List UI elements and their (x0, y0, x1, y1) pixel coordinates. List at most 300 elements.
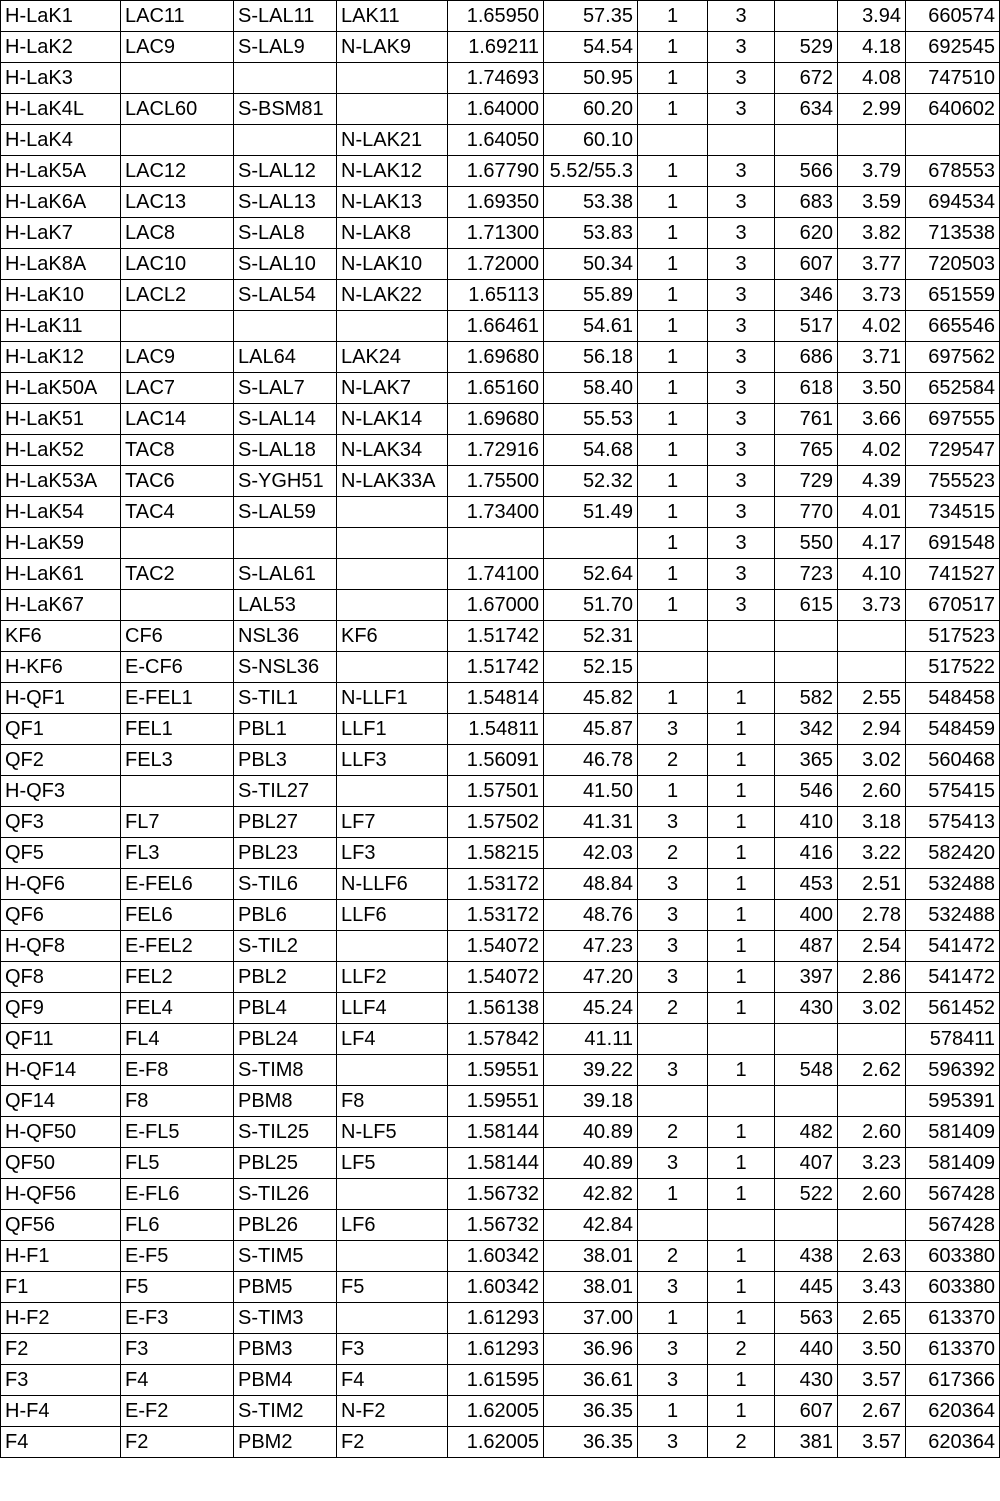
cell-ohara-grade: S-NSL36 (234, 652, 337, 683)
cell-glass-code: 665546 (906, 311, 1000, 342)
cell-transformation-temp: 683 (775, 187, 838, 218)
cell-climate-class: 1 (708, 900, 775, 931)
cell-cdgm-grade: QF1 (1, 714, 121, 745)
table-row (1, 683, 1000, 714)
cell-density: 3.50 (838, 373, 906, 404)
cell-schott-grade: N-LAK7 (337, 373, 448, 404)
cell-transformation-temp: 346 (775, 280, 838, 311)
cell-hoya-grade: FL5 (121, 1148, 234, 1179)
cell-density: 2.54 (838, 931, 906, 962)
table-row (1, 776, 1000, 807)
table-row (1, 249, 1000, 280)
cell-density: 3.66 (838, 404, 906, 435)
table-row (1, 1148, 1000, 1179)
cell-ohara-grade: S-LAL12 (234, 156, 337, 187)
cell-glass-code: 678553 (906, 156, 1000, 187)
cell-glass-code: 581409 (906, 1117, 1000, 1148)
cell-cdgm-grade: F3 (1, 1365, 121, 1396)
cell-schott-grade: LF4 (337, 1024, 448, 1055)
cell-refractive-index-nd: 1.54072 (448, 931, 544, 962)
cell-climate-class: 2 (708, 1427, 775, 1458)
cell-climate-class: 1 (708, 962, 775, 993)
cell-cdgm-grade: QF50 (1, 1148, 121, 1179)
cell-schott-grade: N-LAK14 (337, 404, 448, 435)
cell-transformation-temp: 615 (775, 590, 838, 621)
cell-transformation-temp: 672 (775, 63, 838, 94)
cell-hoya-grade: LAC12 (121, 156, 234, 187)
cell-transformation-temp: 407 (775, 1148, 838, 1179)
cell-glass-code: 694534 (906, 187, 1000, 218)
cell-hoya-grade (121, 125, 234, 156)
cell-refractive-index-nd: 1.56138 (448, 993, 544, 1024)
cell-ohara-grade: LAL53 (234, 590, 337, 621)
cell-abbe-number-vd: 47.20 (544, 962, 638, 993)
cell-transformation-temp: 430 (775, 1365, 838, 1396)
cell-cdgm-grade: H-LaK51 (1, 404, 121, 435)
cell-density: 3.82 (838, 218, 906, 249)
cell-schott-grade (337, 528, 448, 559)
cell-abbe-number-vd: 57.35 (544, 1, 638, 32)
cell-schott-grade: LLF1 (337, 714, 448, 745)
cell-refractive-index-nd: 1.59551 (448, 1055, 544, 1086)
cell-abbe-number-vd: 50.34 (544, 249, 638, 280)
cell-transformation-temp: 550 (775, 528, 838, 559)
cell-transformation-temp: 620 (775, 218, 838, 249)
cell-glass-code: 613370 (906, 1334, 1000, 1365)
cell-glass-code: 603380 (906, 1272, 1000, 1303)
cell-cdgm-grade: H-F1 (1, 1241, 121, 1272)
cell-transformation-temp: 410 (775, 807, 838, 838)
cell-ohara-grade (234, 311, 337, 342)
cell-stain-class (638, 125, 708, 156)
cell-cdgm-grade: H-QF8 (1, 931, 121, 962)
cell-climate-class: 1 (708, 869, 775, 900)
cell-transformation-temp: 397 (775, 962, 838, 993)
cell-hoya-grade: TAC2 (121, 559, 234, 590)
cell-density (838, 652, 906, 683)
cell-hoya-grade: FL3 (121, 838, 234, 869)
cell-abbe-number-vd: 45.87 (544, 714, 638, 745)
cell-abbe-number-vd (544, 528, 638, 559)
cell-transformation-temp: 445 (775, 1272, 838, 1303)
cell-climate-class: 1 (708, 1303, 775, 1334)
cell-density: 2.99 (838, 94, 906, 125)
table-row (1, 900, 1000, 931)
cell-cdgm-grade: QF9 (1, 993, 121, 1024)
cell-schott-grade: N-LLF6 (337, 869, 448, 900)
cell-cdgm-grade: H-QF56 (1, 1179, 121, 1210)
cell-hoya-grade (121, 63, 234, 94)
cell-transformation-temp (775, 1024, 838, 1055)
cell-abbe-number-vd: 42.84 (544, 1210, 638, 1241)
cell-hoya-grade: F5 (121, 1272, 234, 1303)
cell-glass-code: 652584 (906, 373, 1000, 404)
cell-schott-grade: N-LAK10 (337, 249, 448, 280)
table-row (1, 807, 1000, 838)
cell-hoya-grade: E-F5 (121, 1241, 234, 1272)
cell-hoya-grade: LAC14 (121, 404, 234, 435)
cell-climate-class: 3 (708, 63, 775, 94)
cell-hoya-grade (121, 776, 234, 807)
cell-hoya-grade: FEL3 (121, 745, 234, 776)
cell-cdgm-grade: H-F4 (1, 1396, 121, 1427)
cell-cdgm-grade: KF6 (1, 621, 121, 652)
cell-ohara-grade: S-TIL27 (234, 776, 337, 807)
cell-density: 3.59 (838, 187, 906, 218)
cell-schott-grade: N-LAK13 (337, 187, 448, 218)
cell-cdgm-grade: H-LaK2 (1, 32, 121, 63)
table-row (1, 187, 1000, 218)
cell-glass-code: 548459 (906, 714, 1000, 745)
cell-stain-class: 3 (638, 1365, 708, 1396)
cell-transformation-temp: 517 (775, 311, 838, 342)
cell-cdgm-grade: F2 (1, 1334, 121, 1365)
cell-cdgm-grade: QF8 (1, 962, 121, 993)
cell-abbe-number-vd: 37.00 (544, 1303, 638, 1334)
cell-stain-class: 1 (638, 156, 708, 187)
cell-abbe-number-vd: 52.31 (544, 621, 638, 652)
cell-climate-class: 3 (708, 342, 775, 373)
cell-cdgm-grade: F4 (1, 1427, 121, 1458)
cell-refractive-index-nd: 1.73400 (448, 497, 544, 528)
cell-hoya-grade: E-F3 (121, 1303, 234, 1334)
cell-glass-code: 692545 (906, 32, 1000, 63)
cell-density: 3.71 (838, 342, 906, 373)
cell-climate-class (708, 621, 775, 652)
cell-schott-grade (337, 1303, 448, 1334)
cell-cdgm-grade: QF56 (1, 1210, 121, 1241)
cell-transformation-temp: 729 (775, 466, 838, 497)
cell-hoya-grade: E-FEL6 (121, 869, 234, 900)
cell-cdgm-grade: H-QF1 (1, 683, 121, 714)
cell-glass-code: 720503 (906, 249, 1000, 280)
cell-climate-class: 1 (708, 683, 775, 714)
cell-transformation-temp (775, 125, 838, 156)
cell-abbe-number-vd: 5.52/55.3 (544, 156, 638, 187)
cell-cdgm-grade: H-LaK61 (1, 559, 121, 590)
cell-stain-class: 1 (638, 187, 708, 218)
cell-abbe-number-vd: 55.53 (544, 404, 638, 435)
cell-density: 2.60 (838, 776, 906, 807)
cell-stain-class: 2 (638, 1117, 708, 1148)
cell-refractive-index-nd: 1.62005 (448, 1427, 544, 1458)
cell-schott-grade (337, 94, 448, 125)
cell-transformation-temp (775, 1210, 838, 1241)
cell-schott-grade (337, 652, 448, 683)
cell-ohara-grade: PBL6 (234, 900, 337, 931)
cell-glass-code: 582420 (906, 838, 1000, 869)
table-row (1, 311, 1000, 342)
cell-schott-grade: KF6 (337, 621, 448, 652)
cell-hoya-grade: F3 (121, 1334, 234, 1365)
cell-cdgm-grade: H-LaK53A (1, 466, 121, 497)
cell-hoya-grade: F2 (121, 1427, 234, 1458)
cell-glass-code: 741527 (906, 559, 1000, 590)
cell-density: 2.94 (838, 714, 906, 745)
cell-stain-class: 3 (638, 931, 708, 962)
cell-stain-class: 1 (638, 590, 708, 621)
cell-abbe-number-vd: 45.24 (544, 993, 638, 1024)
cell-hoya-grade: F8 (121, 1086, 234, 1117)
cell-refractive-index-nd: 1.71300 (448, 218, 544, 249)
cell-schott-grade: N-LAK22 (337, 280, 448, 311)
cell-cdgm-grade: H-LaK4L (1, 94, 121, 125)
table-row (1, 714, 1000, 745)
cell-hoya-grade: F4 (121, 1365, 234, 1396)
cell-transformation-temp: 723 (775, 559, 838, 590)
cell-climate-class: 1 (708, 1365, 775, 1396)
cell-abbe-number-vd: 52.15 (544, 652, 638, 683)
cell-cdgm-grade: H-LaK7 (1, 218, 121, 249)
table-row (1, 497, 1000, 528)
cell-ohara-grade: PBL23 (234, 838, 337, 869)
cell-cdgm-grade: H-LaK59 (1, 528, 121, 559)
cell-refractive-index-nd: 1.54811 (448, 714, 544, 745)
cell-glass-code: 734515 (906, 497, 1000, 528)
cell-climate-class: 3 (708, 497, 775, 528)
cell-glass-code: 561452 (906, 993, 1000, 1024)
cell-hoya-grade: FEL6 (121, 900, 234, 931)
cell-glass-code: 560468 (906, 745, 1000, 776)
cell-abbe-number-vd: 38.01 (544, 1272, 638, 1303)
cell-refractive-index-nd: 1.69680 (448, 404, 544, 435)
cell-abbe-number-vd: 41.31 (544, 807, 638, 838)
cell-cdgm-grade: H-LaK11 (1, 311, 121, 342)
cell-schott-grade (337, 311, 448, 342)
cell-abbe-number-vd: 50.95 (544, 63, 638, 94)
cell-climate-class: 1 (708, 714, 775, 745)
table-row (1, 745, 1000, 776)
cell-hoya-grade: LAC10 (121, 249, 234, 280)
cell-refractive-index-nd: 1.61595 (448, 1365, 544, 1396)
table-row (1, 1241, 1000, 1272)
cell-glass-code: 660574 (906, 1, 1000, 32)
cell-density (838, 125, 906, 156)
cell-stain-class (638, 1210, 708, 1241)
cell-density: 4.18 (838, 32, 906, 63)
cell-glass-code: 578411 (906, 1024, 1000, 1055)
cell-density: 2.51 (838, 869, 906, 900)
cell-hoya-grade: FEL1 (121, 714, 234, 745)
cell-stain-class: 1 (638, 528, 708, 559)
table-row (1, 962, 1000, 993)
cell-stain-class: 2 (638, 838, 708, 869)
cell-schott-grade: N-LLF1 (337, 683, 448, 714)
cell-abbe-number-vd: 40.89 (544, 1117, 638, 1148)
cell-ohara-grade: S-LAL8 (234, 218, 337, 249)
cell-climate-class: 3 (708, 249, 775, 280)
cell-hoya-grade: FL6 (121, 1210, 234, 1241)
cell-refractive-index-nd: 1.69680 (448, 342, 544, 373)
cell-ohara-grade: PBL26 (234, 1210, 337, 1241)
cell-abbe-number-vd: 42.03 (544, 838, 638, 869)
cell-climate-class: 1 (708, 931, 775, 962)
cell-refractive-index-nd: 1.75500 (448, 466, 544, 497)
cell-glass-code: 548458 (906, 683, 1000, 714)
cell-ohara-grade: S-YGH51 (234, 466, 337, 497)
cell-climate-class: 1 (708, 838, 775, 869)
cell-stain-class: 1 (638, 404, 708, 435)
cell-glass-code: 596392 (906, 1055, 1000, 1086)
cell-glass-code: 567428 (906, 1210, 1000, 1241)
table-row (1, 218, 1000, 249)
cell-stain-class: 1 (638, 63, 708, 94)
cell-climate-class: 3 (708, 466, 775, 497)
cell-transformation-temp: 618 (775, 373, 838, 404)
cell-abbe-number-vd: 51.49 (544, 497, 638, 528)
cell-transformation-temp: 761 (775, 404, 838, 435)
cell-ohara-grade (234, 125, 337, 156)
cell-schott-grade: F4 (337, 1365, 448, 1396)
table-row (1, 1055, 1000, 1086)
cell-abbe-number-vd: 55.89 (544, 280, 638, 311)
cell-climate-class: 1 (708, 1396, 775, 1427)
cell-abbe-number-vd: 36.96 (544, 1334, 638, 1365)
cell-glass-code: 581409 (906, 1148, 1000, 1179)
cell-glass-code: 532488 (906, 869, 1000, 900)
cell-transformation-temp: 416 (775, 838, 838, 869)
cell-schott-grade: N-F2 (337, 1396, 448, 1427)
cell-hoya-grade: FEL2 (121, 962, 234, 993)
cell-climate-class: 1 (708, 1055, 775, 1086)
cell-cdgm-grade: H-LaK1 (1, 1, 121, 32)
cell-transformation-temp: 686 (775, 342, 838, 373)
cell-transformation-temp: 438 (775, 1241, 838, 1272)
cell-ohara-grade (234, 528, 337, 559)
cell-cdgm-grade: QF5 (1, 838, 121, 869)
table-row (1, 559, 1000, 590)
cell-refractive-index-nd: 1.56732 (448, 1210, 544, 1241)
cell-schott-grade: N-LAK33A (337, 466, 448, 497)
cell-cdgm-grade: H-QF14 (1, 1055, 121, 1086)
cell-glass-code: 575415 (906, 776, 1000, 807)
cell-schott-grade: LF6 (337, 1210, 448, 1241)
cell-glass-code: 595391 (906, 1086, 1000, 1117)
cell-stain-class: 1 (638, 342, 708, 373)
cell-ohara-grade: S-TIM2 (234, 1396, 337, 1427)
cell-stain-class: 1 (638, 1, 708, 32)
cell-schott-grade: F5 (337, 1272, 448, 1303)
cell-schott-grade: F3 (337, 1334, 448, 1365)
cell-cdgm-grade: QF6 (1, 900, 121, 931)
cell-abbe-number-vd: 48.84 (544, 869, 638, 900)
cell-stain-class: 3 (638, 1148, 708, 1179)
cell-transformation-temp (775, 1, 838, 32)
cell-hoya-grade (121, 528, 234, 559)
cell-refractive-index-nd: 1.74100 (448, 559, 544, 590)
cell-transformation-temp: 522 (775, 1179, 838, 1210)
cell-hoya-grade: LAC9 (121, 342, 234, 373)
cell-transformation-temp (775, 1086, 838, 1117)
cell-cdgm-grade: QF14 (1, 1086, 121, 1117)
cell-glass-code: 670517 (906, 590, 1000, 621)
cell-cdgm-grade: H-LaK67 (1, 590, 121, 621)
cell-refractive-index-nd: 1.64000 (448, 94, 544, 125)
cell-density: 3.94 (838, 1, 906, 32)
cell-hoya-grade: CF6 (121, 621, 234, 652)
cell-cdgm-grade: H-LaK10 (1, 280, 121, 311)
cell-refractive-index-nd: 1.57842 (448, 1024, 544, 1055)
cell-ohara-grade: LAL64 (234, 342, 337, 373)
cell-hoya-grade (121, 311, 234, 342)
cell-refractive-index-nd: 1.66461 (448, 311, 544, 342)
cell-stain-class: 3 (638, 714, 708, 745)
table-row (1, 63, 1000, 94)
cell-transformation-temp: 582 (775, 683, 838, 714)
table-row (1, 404, 1000, 435)
cell-transformation-temp: 607 (775, 249, 838, 280)
cell-schott-grade (337, 1241, 448, 1272)
cell-hoya-grade: LAC13 (121, 187, 234, 218)
cell-density: 4.01 (838, 497, 906, 528)
cell-refractive-index-nd: 1.56091 (448, 745, 544, 776)
cell-schott-grade: N-LF5 (337, 1117, 448, 1148)
cell-hoya-grade: E-FL5 (121, 1117, 234, 1148)
table-row (1, 1365, 1000, 1396)
cell-transformation-temp: 546 (775, 776, 838, 807)
cell-glass-code: 575413 (906, 807, 1000, 838)
cell-transformation-temp: 548 (775, 1055, 838, 1086)
cell-glass-code: 567428 (906, 1179, 1000, 1210)
cell-refractive-index-nd: 1.65160 (448, 373, 544, 404)
cell-climate-class (708, 1086, 775, 1117)
cell-cdgm-grade: H-F2 (1, 1303, 121, 1334)
cell-transformation-temp (775, 652, 838, 683)
cell-ohara-grade: PBM8 (234, 1086, 337, 1117)
cell-ohara-grade: S-LAL18 (234, 435, 337, 466)
cell-climate-class: 3 (708, 94, 775, 125)
cell-climate-class: 1 (708, 1179, 775, 1210)
table-row (1, 1334, 1000, 1365)
cell-ohara-grade: PBL3 (234, 745, 337, 776)
cell-hoya-grade: E-FEL1 (121, 683, 234, 714)
cell-ohara-grade: PBM2 (234, 1427, 337, 1458)
cell-ohara-grade: S-LAL11 (234, 1, 337, 32)
table-row (1, 1396, 1000, 1427)
table-row (1, 466, 1000, 497)
cell-glass-code: 617366 (906, 1365, 1000, 1396)
cell-climate-class: 1 (708, 1117, 775, 1148)
cell-schott-grade: LAK24 (337, 342, 448, 373)
cell-ohara-grade: S-LAL61 (234, 559, 337, 590)
cell-ohara-grade: S-TIL25 (234, 1117, 337, 1148)
cell-ohara-grade: S-TIL2 (234, 931, 337, 962)
cell-glass-code: 691548 (906, 528, 1000, 559)
cell-climate-class: 1 (708, 745, 775, 776)
cell-ohara-grade: PBL2 (234, 962, 337, 993)
cell-density: 3.50 (838, 1334, 906, 1365)
cell-abbe-number-vd: 47.23 (544, 931, 638, 962)
cell-refractive-index-nd (448, 528, 544, 559)
cell-cdgm-grade: QF11 (1, 1024, 121, 1055)
cell-glass-code: 697555 (906, 404, 1000, 435)
cell-refractive-index-nd: 1.51742 (448, 621, 544, 652)
cell-hoya-grade: E-CF6 (121, 652, 234, 683)
cell-climate-class: 3 (708, 280, 775, 311)
cell-transformation-temp: 430 (775, 993, 838, 1024)
cell-density: 3.22 (838, 838, 906, 869)
cell-abbe-number-vd: 56.18 (544, 342, 638, 373)
cell-stain-class: 1 (638, 1179, 708, 1210)
cell-climate-class (708, 652, 775, 683)
cell-abbe-number-vd: 39.22 (544, 1055, 638, 1086)
table-row (1, 1303, 1000, 1334)
table-row (1, 621, 1000, 652)
cell-ohara-grade: S-LAL7 (234, 373, 337, 404)
cell-ohara-grade: PBM5 (234, 1272, 337, 1303)
cell-glass-code: 541472 (906, 931, 1000, 962)
cell-schott-grade: LLF2 (337, 962, 448, 993)
